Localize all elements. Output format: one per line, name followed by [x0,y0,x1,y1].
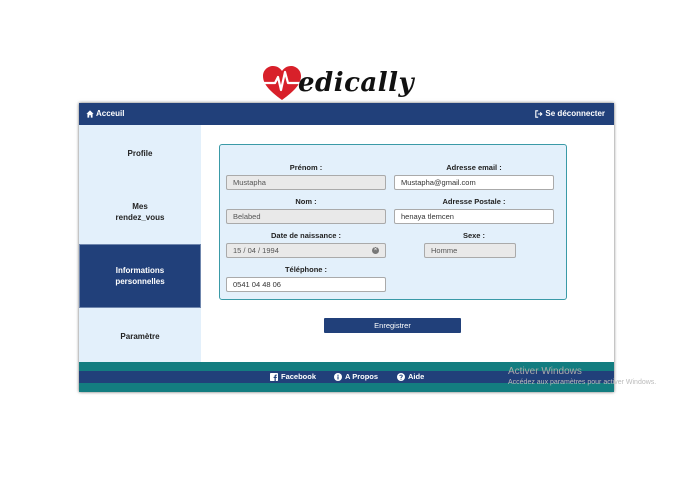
sidebar-item-label: Paramètre [120,331,160,341]
sidebar-item-label: Mes rendez_vous [115,202,165,222]
apropos-link[interactable] [334,372,378,381]
info-icon [334,373,342,381]
brand-name: edically [298,68,415,98]
activation-watermark-subtitle: Accédez aux paramètres pour activer Windows. [508,379,657,386]
telephone-label: Téléphone : [284,265,328,274]
app-window [79,103,614,392]
aide-label: Aide [408,372,425,381]
logout-link[interactable] [535,109,605,118]
telephone-field[interactable]: 0541 04 48 06 [226,277,386,292]
help-icon [397,373,405,381]
heart-pulse-icon [262,66,302,102]
home-icon [86,110,94,118]
sidebar-item-informations[interactable] [80,245,200,307]
sidebar [79,125,201,363]
sidebar-item-parametre[interactable] [79,309,201,363]
nom-label: Nom : [295,197,317,206]
sexe-label: Sexe : [462,231,486,240]
naissance-value: 15 / 04 / 1994 [233,246,279,255]
sidebar-item-rendez-vous[interactable] [79,181,201,243]
sidebar-item-label: Informations personnelles [115,266,165,286]
aide-link[interactable] [397,372,424,381]
email-label: Adresse email : [446,163,502,172]
naissance-field[interactable] [226,243,386,258]
personal-info-form [219,144,567,300]
adresse-label: Adresse Postale : [442,197,506,206]
adresse-field[interactable]: henaya tlemcen [394,209,554,224]
save-button[interactable]: Enregistrer [324,318,461,333]
sidebar-item-label: Profile [127,148,153,158]
prenom-label: Prénom : [289,163,323,172]
sexe-field[interactable]: Homme [424,243,516,258]
sidebar-item-profile[interactable] [79,125,201,181]
naissance-label: Date de naissance : [270,231,342,240]
nom-field[interactable]: Belabed [226,209,386,224]
facebook-label: Facebook [281,372,317,381]
facebook-link[interactable] [270,372,316,381]
logout-label: Se déconnecter [545,109,605,118]
clear-icon[interactable]: × [373,247,378,253]
top-bar [79,103,614,125]
home-label: Acceuil [96,109,125,118]
apropos-label: A Propos [345,372,379,381]
home-link[interactable] [86,109,124,118]
activation-watermark-title: Activer Windows [508,366,582,377]
email-field[interactable]: Mustapha@gmail.com [394,175,554,190]
facebook-icon [270,373,278,381]
sign-out-icon [535,110,543,118]
prenom-field[interactable]: Mustapha [226,175,386,190]
